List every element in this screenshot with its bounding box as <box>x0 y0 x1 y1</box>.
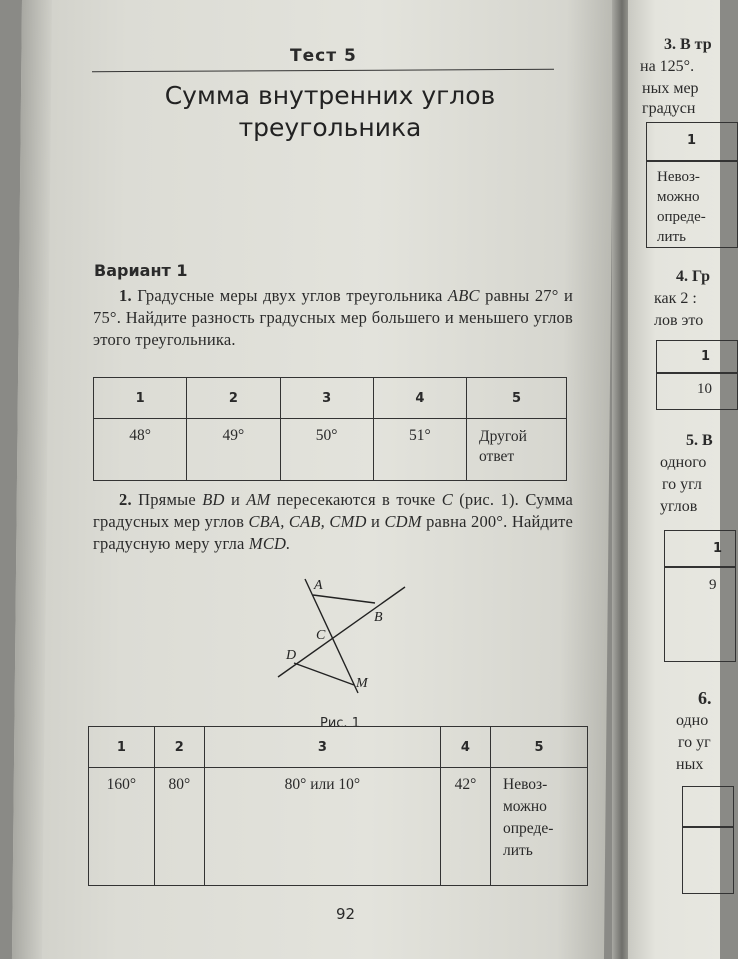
problem-2-text: и <box>230 490 240 509</box>
table1-answer[interactable]: 48° <box>94 419 187 481</box>
table1-header: 1 <box>94 378 187 419</box>
right-table-4-answer <box>682 826 734 894</box>
table1-answer[interactable]: 49° <box>187 419 280 481</box>
label-d: D <box>286 648 297 663</box>
problem-2-number: 2. <box>119 490 132 509</box>
right-table-1-answer <box>646 160 738 248</box>
point-c-label: C <box>441 490 453 509</box>
right-text: 4. Гр <box>676 268 711 285</box>
title-line-1: Сумма внутренних углов <box>164 81 496 110</box>
problem-1 <box>93 285 573 351</box>
right-text: как 2 : <box>654 290 697 307</box>
title-line-2: треугольника <box>238 113 422 142</box>
right-text: лить <box>657 229 686 245</box>
problem-2-text: (рис. 1). Сумма градусных мер углов <box>93 490 574 531</box>
table2-answer[interactable]: 80° <box>154 768 204 886</box>
label-m: M <box>356 676 368 691</box>
angle-cab-label: CAB, <box>288 512 326 531</box>
table1-header: 4 <box>373 378 466 419</box>
right-table-4-header <box>682 786 734 828</box>
label-c: C <box>316 628 326 643</box>
table2-header: 4 <box>440 727 490 768</box>
table1-header: 5 <box>467 378 567 419</box>
right-text: градусн <box>642 100 696 117</box>
right-text: лов это <box>654 312 704 329</box>
angle-cmd-label: CMD <box>329 512 367 531</box>
right-table-1-header <box>646 122 738 162</box>
problem-2 <box>93 489 573 555</box>
problem-1-triangle: ABC <box>447 286 480 305</box>
answer-table-1 <box>93 377 567 481</box>
variant-heading: Вариант 1 <box>94 261 188 280</box>
right-text: го угл <box>662 476 702 493</box>
right-text: го уг <box>678 734 711 751</box>
right-text: на 125°. <box>640 58 695 75</box>
right-text: Невоз- <box>657 169 700 185</box>
line-am-label: AM <box>246 490 271 509</box>
label-a: A <box>314 578 323 593</box>
figure-1-diagram <box>270 575 420 705</box>
table2-header: 2 <box>154 727 204 768</box>
segment-ab <box>313 595 375 603</box>
figure-caption: Рис. 1 <box>320 716 360 731</box>
right-text: ных <box>676 756 704 773</box>
right-text: 1 <box>687 133 697 148</box>
angle-cba-label: CBA, <box>248 512 285 531</box>
right-text: можно <box>657 189 700 205</box>
table2-answer[interactable]: Невоз- можно опреде- лить <box>491 768 588 886</box>
table2-answer[interactable]: 160° <box>89 768 155 886</box>
right-text: ных мер <box>642 80 699 97</box>
right-table-2-answer <box>656 372 738 410</box>
right-table-2-header <box>656 340 738 374</box>
problem-2-text: и <box>371 512 381 531</box>
problem-2-text: равна 200°. Найдите градусную меру угла <box>93 512 574 553</box>
problem-1-text-2: равны 27° и 75°. Найдите разность градусных мер большего и меньшего углов этого треугольника. <box>93 286 574 349</box>
problem-2-text: пересекаются в точке <box>276 490 436 509</box>
table1-answer[interactable]: Другой ответ <box>467 419 567 481</box>
table1-answer[interactable]: 51° <box>373 419 466 481</box>
table2-answer[interactable]: 42° <box>440 768 490 886</box>
table2-answer[interactable]: 80° или 10° <box>204 768 440 886</box>
page-title <box>120 80 540 144</box>
label-b: B <box>374 610 383 625</box>
right-text: опреде- <box>657 209 706 225</box>
right-text: 10 <box>697 381 712 397</box>
right-table-3-header <box>664 530 736 568</box>
table1-answer[interactable]: 50° <box>280 419 373 481</box>
problem-1-number: 1. <box>119 286 132 305</box>
right-text: 1 <box>701 349 711 364</box>
table2-header: 1 <box>89 727 155 768</box>
table2-header: 3 <box>204 727 440 768</box>
line-am <box>305 579 358 693</box>
table2-header: 5 <box>491 727 588 768</box>
angle-cdm-label: CDM <box>384 512 422 531</box>
answer-table-2 <box>88 726 588 886</box>
angle-mcd-label: MCD. <box>248 534 291 553</box>
right-text: углов <box>660 498 698 515</box>
table1-header: 3 <box>280 378 373 419</box>
right-text: одного <box>660 454 707 471</box>
line-bd-label: BD <box>202 490 225 509</box>
right-text: 3. В тр <box>664 36 712 53</box>
right-table-3-answer <box>664 566 736 662</box>
table1-header: 2 <box>187 378 280 419</box>
page-number: 92 <box>336 905 356 923</box>
problem-1-text: Градусные меры двух углов треугольника <box>137 286 443 305</box>
right-text: 6. <box>698 688 712 708</box>
problem-2-text: Прямые <box>138 490 196 509</box>
header-rule <box>92 69 554 72</box>
test-label: Тест 5 <box>290 46 357 66</box>
right-text: 9 <box>709 577 717 593</box>
right-text: одно <box>676 712 709 729</box>
right-text: 5. В <box>686 432 713 449</box>
right-text: 1 <box>713 541 723 556</box>
